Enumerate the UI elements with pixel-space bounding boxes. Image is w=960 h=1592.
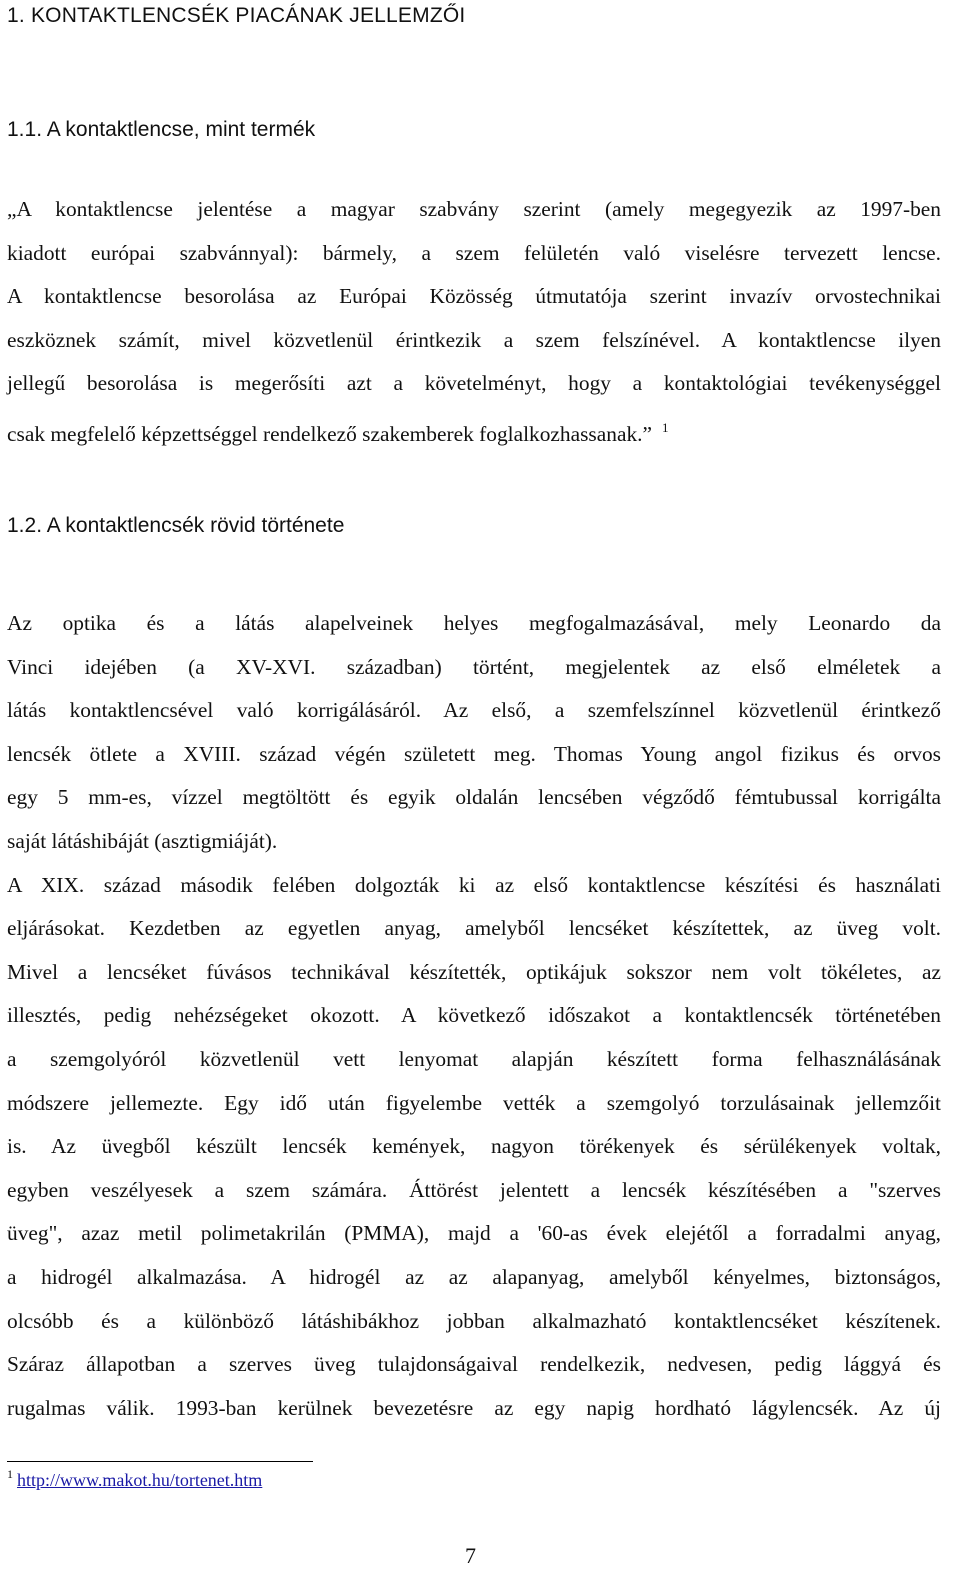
footnote-link[interactable]: http://www.makot.hu/tortenet.htm <box>17 1470 263 1490</box>
paragraph-line: módszere jellemezte. Egy idő után figyelembe vették a szemgolyó torzulásainak jellemzőit <box>7 1090 941 1115</box>
section-1-1-paragraph <box>7 188 941 450</box>
paragraph-line: Az optika és a látás alapelveinek helyes megfogalmazásával, mely Leonardo da <box>7 611 941 635</box>
footnote-number: 1 <box>7 1467 13 1481</box>
paragraph-line: A kontaktlencse besorolása az Európai Közösség útmutatója szerint invazív orvostechnikai <box>7 284 941 309</box>
paragraph-line: jellegű besorolása is megerősíti azt a követelményt, hogy a kontaktológiai tevékenységgel <box>7 371 941 396</box>
section-1-2-paragraph <box>7 602 941 1430</box>
paragraph-line: látás kontaktlencsével való korrigálásáról. Az első, a szemfelszínnel közvetlenül érintkező <box>7 698 941 723</box>
paragraph-line: egy 5 mm-es, vízzel megtöltött és egyik oldalán lencsében végződő fémtubussal korrigálta <box>7 785 941 810</box>
section-heading-1-1: 1.1. A kontaktlencse, mint termék <box>7 118 316 141</box>
paragraph-line: is. Az üvegből készült lencsék kemények, nagyon törékenyek és sérülékenyek voltak, <box>7 1134 941 1159</box>
footnote-separator <box>7 1461 313 1462</box>
paragraph-line-last <box>7 406 941 450</box>
paragraph-line: Száraz állapotban a szerves üveg tulajdonságaival rendelkezik, nedvesen, pedig lággyá és <box>7 1352 941 1377</box>
footnote <box>7 1467 262 1491</box>
paragraph-line-text: csak megfelelő képzettséggel rendelkező szakemberek foglalkozhassanak.” <box>7 421 652 446</box>
section-heading-1-2: 1.2. A kontaktlencsék rövid története <box>7 514 345 537</box>
paragraph-line: Vinci idejében (a XV-XVI. században) történt, megjelentek az első elméletek a <box>7 654 941 679</box>
paragraph-line: a szemgolyóról közvetlenül vett lenyomat alapján készített forma felhasználásának <box>7 1046 941 1071</box>
footnote-reference[interactable]: 1 <box>661 419 669 435</box>
chapter-heading: 1. KONTAKTLENCSÉK PIACÁNAK JELLEMZŐI <box>7 4 466 27</box>
paragraph-line: egyben veszélyesek a szem számára. Áttörést jelentett a lencsék készítésében a "szerves <box>7 1177 941 1202</box>
paragraph-line: a hidrogél alkalmazása. A hidrogél az az alapanyag, amelyből kényelmes, biztonságos, <box>7 1264 941 1289</box>
paragraph-line: „A kontaktlencse jelentése a magyar szabvány szerint (amely megegyezik az 1997-ben <box>7 197 941 221</box>
page-number: 7 <box>465 1543 476 1568</box>
paragraph-line: Mivel a lencséket fúvásos technikával készítették, optikájuk sokszor nem volt tökéletes, az <box>7 959 941 984</box>
paragraph-line: A XIX. század második felében dolgozták ki az első kontaktlencse készítési és használati <box>7 872 941 897</box>
paragraph-line: illesztés, pedig nehézségeket okozott. A következő időszakot a kontaktlencsék történetében <box>7 1003 941 1028</box>
paragraph-line: üveg", azaz metil polimetakrilán (PMMA), majd a '60-as évek elejétől a forradalmi anyag, <box>7 1221 941 1246</box>
paragraph-line: saját látáshibáját (asztigmiáját). <box>7 828 278 853</box>
paragraph-line: rugalmas válik. 1993-ban kerülnek bevezetésre az egy napig hordható lágylencsék. Az új <box>7 1395 941 1420</box>
paragraph-line: kiadott európai szabvánnyal): bármely, a szem felületén való viselésre tervezett lencse. <box>7 240 941 265</box>
paragraph-line: eszköznek számít, mivel közvetlenül érintkezik a szem felszínével. A kontaktlencse ilyen <box>7 327 941 352</box>
paragraph-line: olcsóbb és a különböző látáshibákhoz jobban alkalmazható kontaktlencséket készítenek. <box>7 1308 941 1333</box>
paragraph-line: lencsék ötlete a XVIII. század végén született meg. Thomas Young angol fizikus és orvos <box>7 741 941 766</box>
paragraph-line: eljárásokat. Kezdetben az egyetlen anyag, amelyből lencséket készítettek, az üveg volt. <box>7 916 941 941</box>
